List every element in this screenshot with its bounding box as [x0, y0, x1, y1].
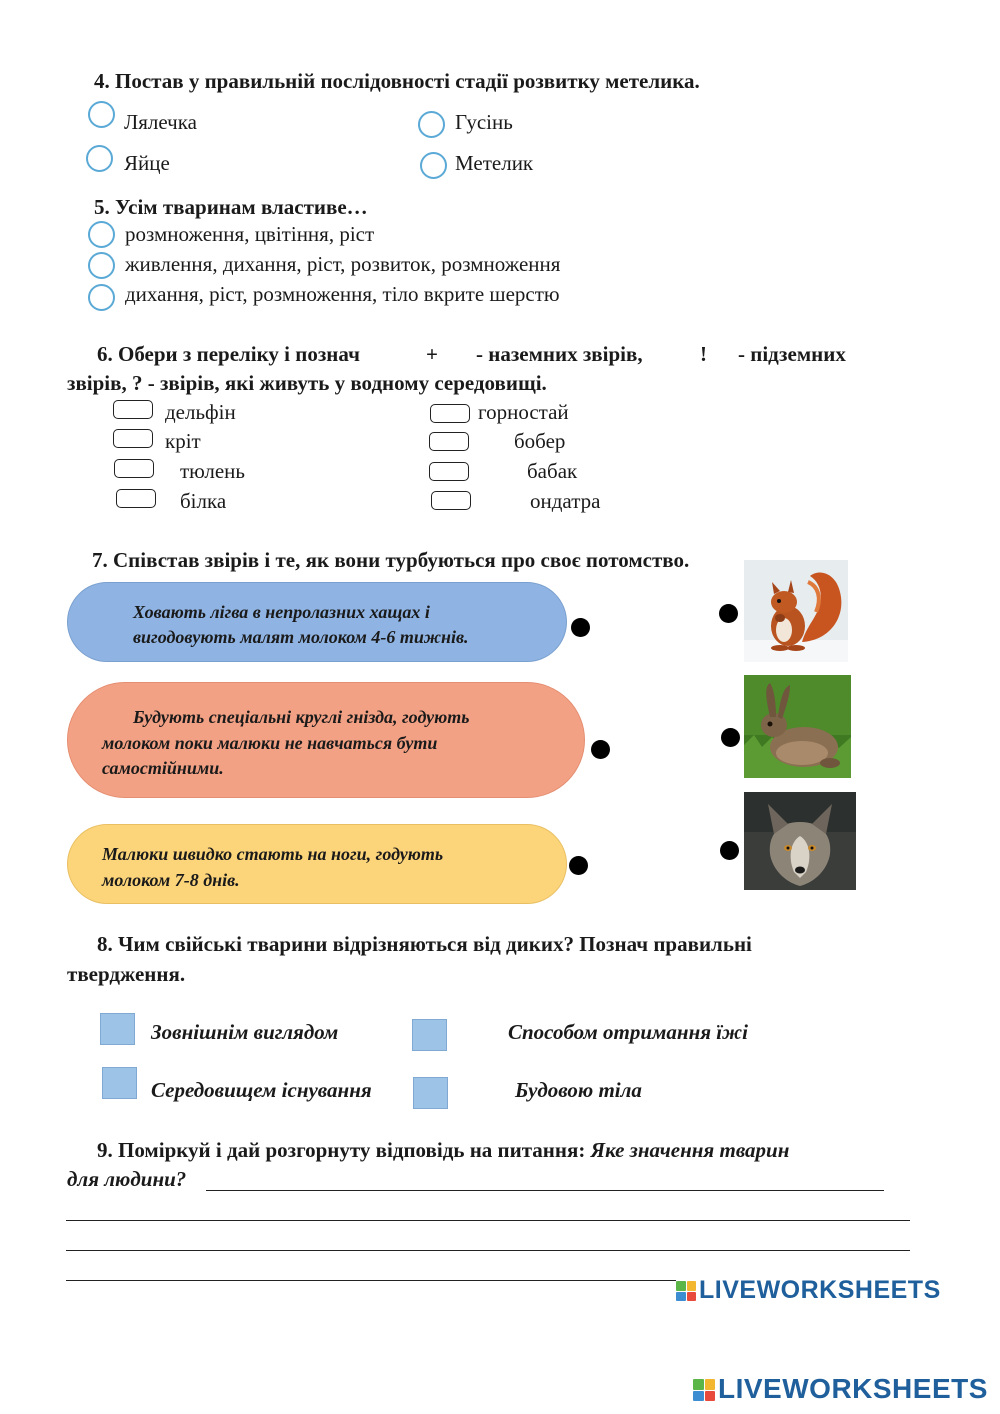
- q7-connector-dot-left-1[interactable]: [571, 618, 590, 637]
- q9-answer-line-3[interactable]: [66, 1250, 910, 1251]
- q6-mark-box-stoat[interactable]: [430, 404, 470, 423]
- q9-answer-line-2[interactable]: [66, 1220, 910, 1221]
- q7-oval3-line2: молоком 7-8 днів.: [102, 870, 240, 890]
- q4-answer-circle-4[interactable]: [420, 152, 447, 179]
- q6-intro: 6. Обери з переліку і познач: [97, 342, 360, 366]
- q8-checkbox-habitat[interactable]: [102, 1067, 137, 1099]
- q7-oval3-line1: Малюки швидко стають на ноги, годують: [102, 844, 444, 864]
- q7-connector-dot-right-1[interactable]: [719, 604, 738, 623]
- q6-mark-box-seal[interactable]: [114, 459, 154, 478]
- q9-answer-line-1[interactable]: [206, 1190, 884, 1191]
- q5-option-1: розмноження, цвітіння, ріст: [125, 222, 375, 246]
- wolf-icon: [744, 792, 856, 890]
- q8-checkbox-appearance[interactable]: [100, 1013, 135, 1045]
- q4-option-pupa: Лялечка: [124, 110, 197, 134]
- q8-option-habitat: Середовищем існування: [151, 1078, 372, 1102]
- hare-picture: [744, 675, 851, 778]
- q9-title-italic: Яке значення тварин: [590, 1138, 790, 1162]
- q7-title: 7. Співстав звірів і те, як вони турбуються про своє потомство.: [92, 548, 690, 572]
- q7-connector-dot-left-2[interactable]: [591, 740, 610, 759]
- q4-answer-circle-3[interactable]: [86, 145, 113, 172]
- q6-item-muskrat: ондатра: [530, 489, 601, 513]
- q6-item-dolphin: дельфін: [165, 400, 236, 424]
- wolf-picture: [744, 792, 856, 890]
- q6-water-label: звірів, ? - звірів, які живуть у водному середовищі.: [67, 371, 547, 395]
- q6-surface-label: - наземних звірів,: [476, 342, 643, 366]
- liveworksheets-watermark-1: LIVEWORKSHEETS: [699, 1276, 941, 1304]
- q4-option-caterpillar: Гусінь: [455, 110, 513, 134]
- q6-item-squirrel: білка: [180, 489, 227, 513]
- q7-connector-dot-right-2[interactable]: [721, 728, 740, 747]
- q7-oval1-line2: вигодовують малят молоком 4-6 тижнів.: [133, 627, 469, 647]
- q9-answer-line-4[interactable]: [66, 1280, 676, 1281]
- q6-item-mole: кріт: [165, 429, 201, 453]
- q8-option-body: Будовою тіла: [515, 1078, 642, 1102]
- q7-oval2-line1: Будують спеціальні круглі гнізда, годують: [133, 707, 470, 727]
- q7-oval2-line3: самостійними.: [102, 758, 224, 778]
- q9-title: [97, 1138, 789, 1163]
- liveworksheets-watermark-2: LIVEWORKSHEETS: [718, 1373, 988, 1404]
- q5-title: 5. Усім тваринам властиве…: [94, 195, 368, 219]
- liveworksheets-logo-icon-2: [693, 1379, 715, 1401]
- q7-oval1-line1: Ховають лігва в непролазних хащах і: [133, 602, 430, 622]
- q6-item-seal: тюлень: [180, 459, 245, 483]
- q4-answer-circle-2[interactable]: [418, 111, 445, 138]
- q5-answer-circle-1[interactable]: [88, 221, 115, 248]
- q6-mark-box-squirrel[interactable]: [116, 489, 156, 508]
- q6-mark-box-mole[interactable]: [113, 429, 153, 448]
- q5-answer-circle-3[interactable]: [88, 284, 115, 311]
- q6-plus-symbol: +: [426, 342, 438, 366]
- q6-mark-box-muskrat[interactable]: [431, 491, 471, 510]
- q8-option-appearance: Зовнішнім виглядом: [151, 1020, 339, 1044]
- q7-oval2-line2: молоком поки малюки не навчаться бути: [102, 733, 438, 753]
- q8-title-line2: твердження.: [67, 962, 186, 986]
- q6-mark-box-dolphin[interactable]: [113, 400, 153, 419]
- hare-icon: [744, 675, 851, 778]
- q6-item-beaver: бобер: [514, 429, 566, 453]
- q5-option-3: дихання, ріст, розмноження, тіло вкрите шерстю: [125, 282, 560, 306]
- q6-underground-label: - підземних: [738, 342, 846, 366]
- q4-title: 4. Постав у правильній послідовності стадії розвитку метелика.: [94, 69, 700, 93]
- q7-connector-dot-right-3[interactable]: [720, 841, 739, 860]
- q6-mark-box-beaver[interactable]: [429, 432, 469, 451]
- q6-mark-box-marmot[interactable]: [429, 462, 469, 481]
- squirrel-picture: [744, 560, 848, 662]
- q4-answer-circle-1[interactable]: [88, 101, 115, 128]
- squirrel-icon: [744, 560, 848, 662]
- q4-option-egg: Яйце: [124, 151, 170, 175]
- q4-option-butterfly: Метелик: [455, 151, 534, 175]
- q9-title-bold: 9. Поміркуй і дай розгорнуту відповідь на питання:: [97, 1138, 591, 1162]
- q6-item-stoat: горностай: [478, 400, 569, 424]
- q8-checkbox-food[interactable]: [412, 1019, 447, 1051]
- q7-connector-dot-left-3[interactable]: [569, 856, 588, 875]
- q5-answer-circle-2[interactable]: [88, 252, 115, 279]
- q8-option-food: Способом отримання їжі: [508, 1020, 748, 1044]
- q6-item-marmot: бабак: [527, 459, 578, 483]
- q8-title-line1: 8. Чим свійські тварини відрізняються від диких? Познач правильні: [97, 932, 752, 956]
- liveworksheets-logo-icon: [676, 1281, 696, 1301]
- q9-question-end: для людини?: [67, 1167, 187, 1191]
- q5-option-2: живлення, дихання, ріст, розвиток, розмноження: [125, 252, 561, 276]
- q8-checkbox-body[interactable]: [413, 1077, 448, 1109]
- q6-exclaim-symbol: !: [700, 342, 707, 366]
